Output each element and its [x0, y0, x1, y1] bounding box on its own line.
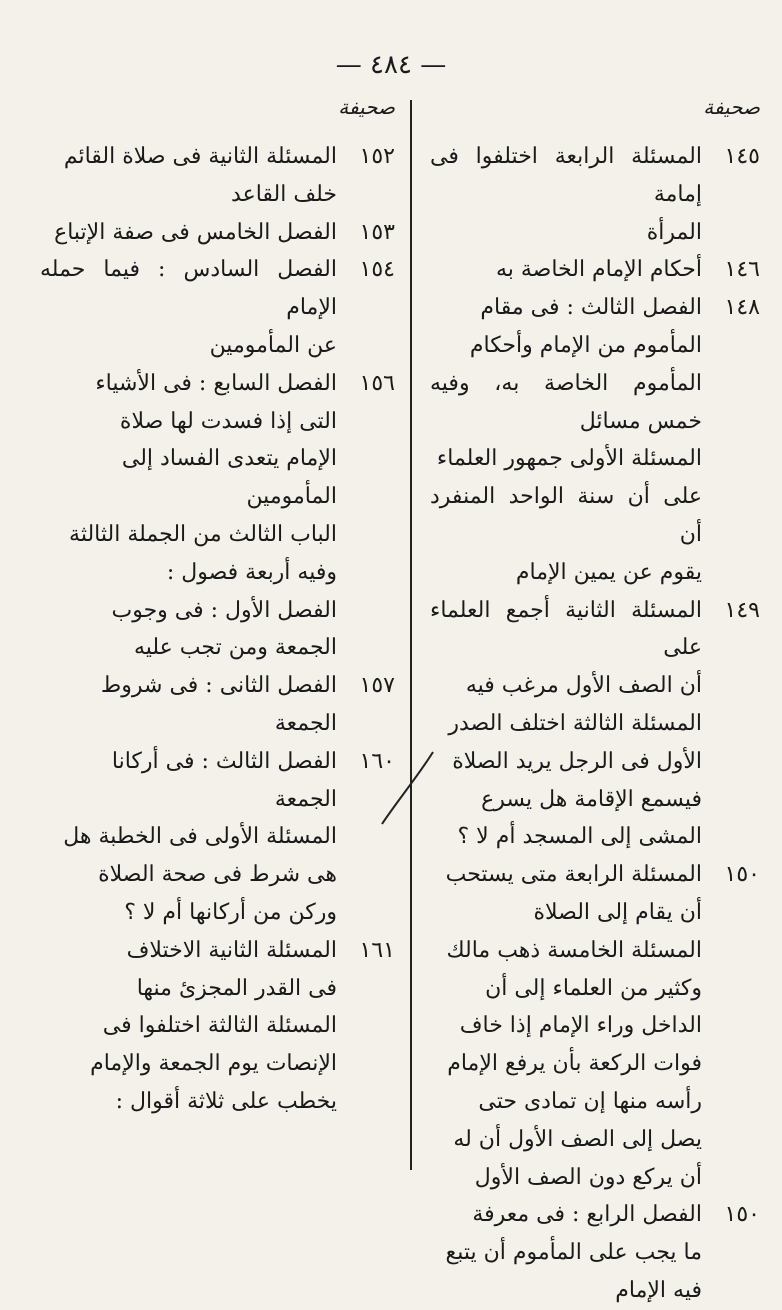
toc-entry	[40, 365, 395, 667]
entry-line: المسئلة الثالثة اختلفوا فى	[102, 1013, 337, 1039]
entry-line: الباب الثالث من الجملة الثالثة	[69, 521, 337, 547]
entry-line: يخطب على ثلاثة أقوال :	[115, 1088, 337, 1114]
toc-entry	[430, 856, 760, 1196]
toc-entry	[40, 138, 395, 214]
entry-line: الفصل الأول : فى وجوب	[111, 597, 337, 623]
entry-line: أحكام الإمام الخاصة به	[495, 257, 702, 283]
page-ref-number: ١٥٤	[359, 257, 395, 283]
entry-line: الجمعة ومن تجب عليه	[133, 635, 337, 661]
toc-entry	[40, 214, 395, 252]
entry-title	[430, 592, 702, 857]
entry-title	[40, 667, 337, 743]
entry-line: المأموم من الإمام وأحكام	[469, 332, 702, 358]
entry-title	[430, 251, 702, 289]
toc-entry	[430, 592, 760, 857]
page-ref-number: ١٥٠	[724, 862, 760, 888]
entry-line: ما يجب على المأموم أن يتبع	[445, 1240, 702, 1266]
entry-line: المسئلة الرابعة اختلفوا فى إمامة	[430, 144, 702, 207]
entry-line: فوات الركعة بأن يرفع الإمام	[447, 1051, 702, 1077]
entry-line: الجمعة	[274, 786, 337, 812]
entry-line: يصل إلى الصف الأول أن له	[453, 1126, 702, 1152]
column-divider	[410, 100, 412, 1170]
entry-title	[40, 251, 337, 364]
entry-line: الفصل الثالث : فى مقام	[480, 295, 702, 321]
entry-line: أن يركع دون الصف الأول	[474, 1164, 702, 1190]
page-ref-number: ١٥٠	[724, 1202, 760, 1228]
right-column	[430, 92, 760, 1310]
toc-entry	[40, 743, 395, 932]
entry-line: هى شرط فى صحة الصلاة	[98, 862, 337, 888]
toc-entry	[430, 138, 760, 251]
entry-line: الأول فى الرجل يريد الصلاة	[452, 748, 702, 774]
entry-line: الفصل الخامس فى صفة الإتباع	[54, 219, 337, 245]
entry-title	[430, 289, 702, 591]
entry-line: أن يقام إلى الصلاة	[533, 899, 702, 925]
entry-line: المشى إلى المسجد أم لا ؟	[457, 824, 702, 850]
entry-title	[40, 214, 337, 252]
entry-title	[430, 138, 702, 251]
entry-title	[40, 743, 337, 932]
page-ref-number: ١٤٦	[724, 257, 760, 283]
entry-line: المسئلة الثالثة اختلف الصدر	[448, 710, 702, 736]
left-column-header: صحيفة	[338, 95, 395, 119]
entry-title	[40, 932, 337, 1121]
entry-title	[40, 138, 337, 214]
entry-line: خلف القاعد	[231, 181, 337, 207]
page-number: — ٤٨٤ —	[335, 50, 447, 80]
entry-line: المسئلة الثانية فى صلاة القائم	[63, 144, 337, 169]
entry-title	[430, 856, 702, 1196]
page-ref-number: ١٥٢	[359, 144, 395, 169]
entry-line: المأمومين	[246, 484, 337, 510]
page-ref-number: ١٤٩	[724, 597, 760, 623]
entry-line: عن المأمومين	[209, 332, 337, 358]
entry-line: الفصل الثانى : فى شروط	[100, 673, 337, 699]
toc-entry	[430, 251, 760, 289]
entry-line: الفصل الرابع : فى معرفة	[472, 1202, 702, 1228]
entry-line: المسئلة الرابعة متى يستحب	[445, 862, 702, 888]
page-ref-number: ١٤٥	[724, 144, 760, 169]
left-entries	[40, 138, 395, 1121]
entry-title	[40, 365, 337, 667]
page-ref-number: ١٦١	[359, 937, 395, 963]
entry-line: الداخل وراء الإمام إذا خاف	[459, 1013, 702, 1039]
pen-mark	[378, 748, 438, 828]
toc-entry	[40, 667, 395, 743]
entry-line: الإنصات يوم الجمعة والإمام	[90, 1051, 337, 1077]
entry-line: المسئلة الخامسة ذهب مالك	[446, 937, 702, 963]
entry-line: المرأة	[646, 219, 702, 245]
entry-line: فى القدر المجزئ منها	[136, 975, 337, 1001]
entry-line: وفيه أربعة فصول :	[166, 559, 337, 585]
entry-line: الفصل السادس : فيما حمله الإمام	[40, 257, 337, 321]
entry-line: المسئلة الثانية الاختلاف	[126, 937, 337, 963]
entry-line: الجمعة	[274, 710, 337, 736]
toc-entry	[430, 1196, 760, 1309]
page-ref-number: ١٥٣	[359, 219, 395, 245]
entry-line: وكثير من العلماء إلى أن	[485, 975, 702, 1001]
entry-line: يقوم عن يمين الإمام	[515, 559, 702, 585]
entry-line: المسئلة الأولى فى الخطبة هل	[63, 824, 337, 850]
entry-line: فيسمع الإقامة هل يسرع	[481, 786, 702, 812]
entry-line: الفصل السابع : فى الأشياء	[95, 370, 337, 396]
entry-line: الإمام يتعدى الفساد إلى	[121, 446, 337, 472]
page-ref-number: ١٦٠	[359, 748, 395, 774]
left-column	[40, 92, 395, 1121]
entry-title	[430, 1196, 702, 1309]
page-ref-number: ١٥٦	[359, 370, 395, 396]
page-ref-number: ١٥٧	[359, 673, 395, 699]
entry-line: رأسه منها إن تمادى حتى	[478, 1088, 702, 1114]
right-column-header: صحيفة	[703, 95, 760, 119]
right-entries	[430, 138, 760, 1310]
entry-line: أن الصف الأول مرغب فيه	[465, 673, 702, 699]
toc-entry	[430, 289, 760, 591]
entry-line: وركن من أركانها أم لا ؟	[124, 899, 337, 925]
entry-line: المسئلة الأولى جمهور العلماء	[436, 446, 702, 472]
entry-line: التى إذا فسدت لها صلاة	[119, 408, 337, 434]
entry-line: فيه الإمام	[615, 1277, 702, 1303]
page-ref-number: ١٤٨	[724, 295, 760, 321]
toc-entry	[40, 932, 395, 1121]
entry-line: المأموم الخاصة به، وفيه خمس مسائل	[430, 370, 702, 434]
entry-line: المسئلة الثانية أجمع العلماء على	[430, 597, 702, 661]
toc-entry	[40, 251, 395, 364]
entry-line: على أن سنة الواحد المنفرد أن	[430, 484, 702, 547]
entry-line: الفصل الثالث : فى أركانا	[111, 748, 337, 774]
